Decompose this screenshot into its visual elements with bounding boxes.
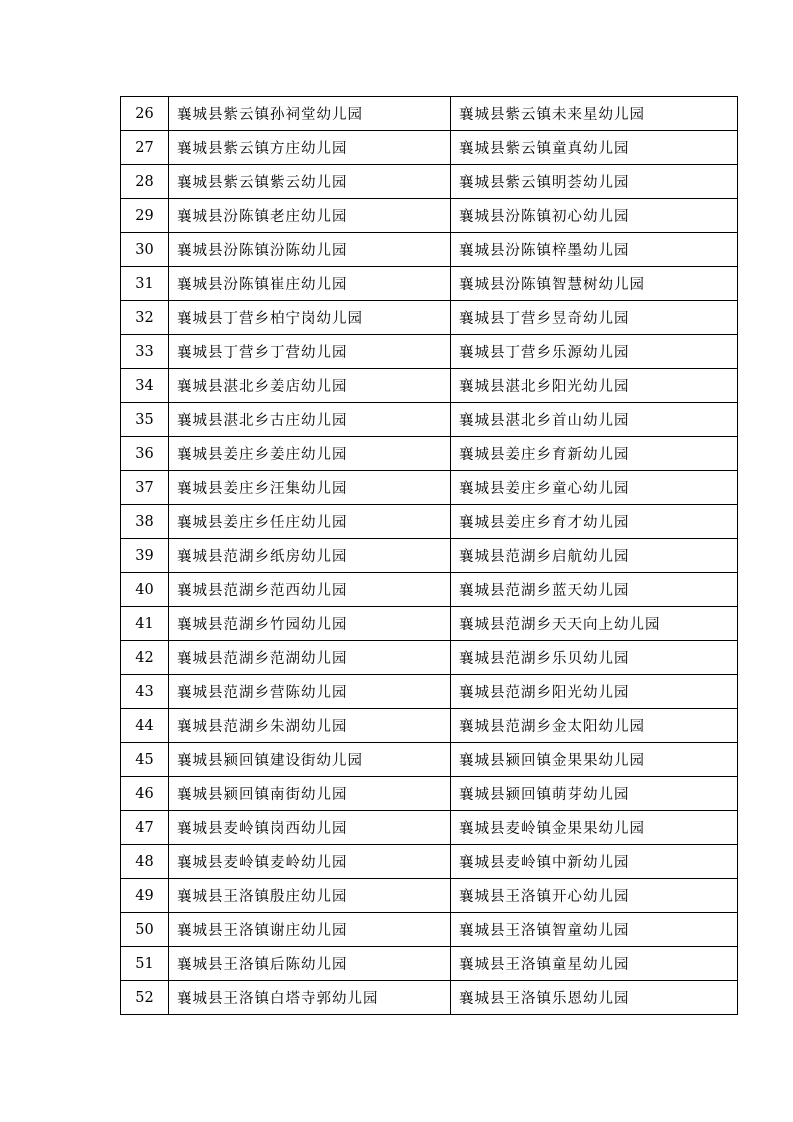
table-row bbox=[121, 675, 738, 709]
kindergarten-name-cell-left: 襄城县范湖乡营陈幼儿园 bbox=[169, 675, 451, 709]
table-row bbox=[121, 879, 738, 913]
table-row bbox=[121, 777, 738, 811]
kindergarten-name-cell-left: 襄城县颍回镇南街幼儿园 bbox=[169, 777, 451, 811]
kindergarten-name-cell-left: 襄城县范湖乡朱湖幼儿园 bbox=[169, 709, 451, 743]
row-number-cell: 44 bbox=[121, 709, 169, 743]
table-row bbox=[121, 267, 738, 301]
row-number-cell: 29 bbox=[121, 199, 169, 233]
table-row bbox=[121, 607, 738, 641]
row-number-cell: 38 bbox=[121, 505, 169, 539]
row-number-cell: 43 bbox=[121, 675, 169, 709]
kindergarten-name-cell-left: 襄城县丁营乡丁营幼儿园 bbox=[169, 335, 451, 369]
table-row bbox=[121, 403, 738, 437]
table-row bbox=[121, 947, 738, 981]
kindergarten-name-cell-left: 襄城县范湖乡纸房幼儿园 bbox=[169, 539, 451, 573]
kindergarten-name-cell-right: 襄城县姜庄乡育新幼儿园 bbox=[451, 437, 738, 471]
kindergarten-name-cell-right: 襄城县丁营乡乐源幼儿园 bbox=[451, 335, 738, 369]
row-number-cell: 47 bbox=[121, 811, 169, 845]
kindergarten-name-cell-right: 襄城县汾陈镇梓墨幼儿园 bbox=[451, 233, 738, 267]
row-number-cell: 37 bbox=[121, 471, 169, 505]
table-row bbox=[121, 913, 738, 947]
table-row bbox=[121, 335, 738, 369]
row-number-cell: 45 bbox=[121, 743, 169, 777]
row-number-cell: 34 bbox=[121, 369, 169, 403]
table-row bbox=[121, 573, 738, 607]
kindergarten-name-cell-left: 襄城县颍回镇建设街幼儿园 bbox=[169, 743, 451, 777]
row-number-cell: 42 bbox=[121, 641, 169, 675]
table-row bbox=[121, 471, 738, 505]
kindergarten-name-cell-right: 襄城县紫云镇明荟幼儿园 bbox=[451, 165, 738, 199]
kindergarten-name-cell-left: 襄城县湛北乡姜店幼儿园 bbox=[169, 369, 451, 403]
kindergarten-name-cell-right: 襄城县颍回镇金果果幼儿园 bbox=[451, 743, 738, 777]
table-row bbox=[121, 97, 738, 131]
kindergarten-name-cell-left: 襄城县王洛镇殷庄幼儿园 bbox=[169, 879, 451, 913]
kindergarten-name-cell-left: 襄城县汾陈镇崔庄幼儿园 bbox=[169, 267, 451, 301]
kindergarten-name-cell-left: 襄城县麦岭镇麦岭幼儿园 bbox=[169, 845, 451, 879]
table-row bbox=[121, 233, 738, 267]
kindergarten-name-cell-left: 襄城县范湖乡范湖幼儿园 bbox=[169, 641, 451, 675]
kindergarten-name-cell-right: 襄城县范湖乡乐贝幼儿园 bbox=[451, 641, 738, 675]
kindergarten-name-cell-left: 襄城县范湖乡范西幼儿园 bbox=[169, 573, 451, 607]
kindergarten-name-cell-left: 襄城县汾陈镇汾陈幼儿园 bbox=[169, 233, 451, 267]
kindergarten-name-cell-left: 襄城县姜庄乡任庄幼儿园 bbox=[169, 505, 451, 539]
row-number-cell: 51 bbox=[121, 947, 169, 981]
kindergarten-name-cell-right: 襄城县范湖乡阳光幼儿园 bbox=[451, 675, 738, 709]
kindergarten-name-cell-right: 襄城县王洛镇童星幼儿园 bbox=[451, 947, 738, 981]
kindergarten-name-cell-right: 襄城县范湖乡天天向上幼儿园 bbox=[451, 607, 738, 641]
kindergarten-name-cell-left: 襄城县王洛镇白塔寺郭幼儿园 bbox=[169, 981, 451, 1015]
kindergarten-name-cell-right: 襄城县汾陈镇初心幼儿园 bbox=[451, 199, 738, 233]
kindergarten-name-cell-right: 襄城县姜庄乡育才幼儿园 bbox=[451, 505, 738, 539]
kindergarten-name-cell-left: 襄城县麦岭镇岗西幼儿园 bbox=[169, 811, 451, 845]
table-body bbox=[121, 97, 738, 1015]
row-number-cell: 31 bbox=[121, 267, 169, 301]
row-number-cell: 27 bbox=[121, 131, 169, 165]
kindergarten-name-cell-left: 襄城县湛北乡古庄幼儿园 bbox=[169, 403, 451, 437]
table-row bbox=[121, 369, 738, 403]
kindergarten-name-cell-right: 襄城县紫云镇未来星幼儿园 bbox=[451, 97, 738, 131]
row-number-cell: 32 bbox=[121, 301, 169, 335]
table-row bbox=[121, 641, 738, 675]
kindergarten-name-cell-right: 襄城县湛北乡首山幼儿园 bbox=[451, 403, 738, 437]
kindergarten-name-cell-left: 襄城县丁营乡柏宁岗幼儿园 bbox=[169, 301, 451, 335]
kindergarten-name-cell-right: 襄城县湛北乡阳光幼儿园 bbox=[451, 369, 738, 403]
row-number-cell: 28 bbox=[121, 165, 169, 199]
kindergarten-name-cell-left: 襄城县紫云镇紫云幼儿园 bbox=[169, 165, 451, 199]
kindergarten-name-cell-left: 襄城县王洛镇后陈幼儿园 bbox=[169, 947, 451, 981]
row-number-cell: 52 bbox=[121, 981, 169, 1015]
row-number-cell: 36 bbox=[121, 437, 169, 471]
row-number-cell: 30 bbox=[121, 233, 169, 267]
row-number-cell: 48 bbox=[121, 845, 169, 879]
row-number-cell: 35 bbox=[121, 403, 169, 437]
table-row bbox=[121, 845, 738, 879]
kindergarten-name-cell-left: 襄城县姜庄乡汪集幼儿园 bbox=[169, 471, 451, 505]
table-row bbox=[121, 539, 738, 573]
kindergarten-name-cell-right: 襄城县麦岭镇中新幼儿园 bbox=[451, 845, 738, 879]
kindergarten-name-cell-right: 襄城县颍回镇萌芽幼儿园 bbox=[451, 777, 738, 811]
kindergarten-name-cell-right: 襄城县王洛镇乐恩幼儿园 bbox=[451, 981, 738, 1015]
row-number-cell: 41 bbox=[121, 607, 169, 641]
table-row bbox=[121, 165, 738, 199]
table-row bbox=[121, 131, 738, 165]
kindergarten-name-cell-left: 襄城县紫云镇孙祠堂幼儿园 bbox=[169, 97, 451, 131]
row-number-cell: 49 bbox=[121, 879, 169, 913]
table-row bbox=[121, 301, 738, 335]
kindergarten-name-cell-right: 襄城县汾陈镇智慧树幼儿园 bbox=[451, 267, 738, 301]
kindergarten-name-cell-left: 襄城县姜庄乡姜庄幼儿园 bbox=[169, 437, 451, 471]
kindergarten-name-cell-right: 襄城县姜庄乡童心幼儿园 bbox=[451, 471, 738, 505]
row-number-cell: 40 bbox=[121, 573, 169, 607]
table-row bbox=[121, 981, 738, 1015]
table-row bbox=[121, 743, 738, 777]
table-row bbox=[121, 199, 738, 233]
row-number-cell: 26 bbox=[121, 97, 169, 131]
kindergarten-name-cell-left: 襄城县王洛镇谢庄幼儿园 bbox=[169, 913, 451, 947]
row-number-cell: 50 bbox=[121, 913, 169, 947]
table-row bbox=[121, 811, 738, 845]
kindergarten-name-cell-right: 襄城县范湖乡金太阳幼儿园 bbox=[451, 709, 738, 743]
kindergarten-table bbox=[120, 96, 738, 1015]
kindergarten-name-cell-right: 襄城县王洛镇智童幼儿园 bbox=[451, 913, 738, 947]
kindergarten-name-cell-right: 襄城县王洛镇开心幼儿园 bbox=[451, 879, 738, 913]
table-row bbox=[121, 709, 738, 743]
kindergarten-name-cell-right: 襄城县麦岭镇金果果幼儿园 bbox=[451, 811, 738, 845]
kindergarten-name-cell-left: 襄城县范湖乡竹园幼儿园 bbox=[169, 607, 451, 641]
kindergarten-name-cell-left: 襄城县汾陈镇老庄幼儿园 bbox=[169, 199, 451, 233]
kindergarten-name-cell-right: 襄城县范湖乡启航幼儿园 bbox=[451, 539, 738, 573]
row-number-cell: 39 bbox=[121, 539, 169, 573]
table-row bbox=[121, 437, 738, 471]
kindergarten-name-cell-right: 襄城县丁营乡昱奇幼儿园 bbox=[451, 301, 738, 335]
row-number-cell: 46 bbox=[121, 777, 169, 811]
kindergarten-name-cell-left: 襄城县紫云镇方庄幼儿园 bbox=[169, 131, 451, 165]
kindergarten-name-cell-right: 襄城县范湖乡蓝天幼儿园 bbox=[451, 573, 738, 607]
table-row bbox=[121, 505, 738, 539]
kindergarten-name-cell-right: 襄城县紫云镇童真幼儿园 bbox=[451, 131, 738, 165]
row-number-cell: 33 bbox=[121, 335, 169, 369]
